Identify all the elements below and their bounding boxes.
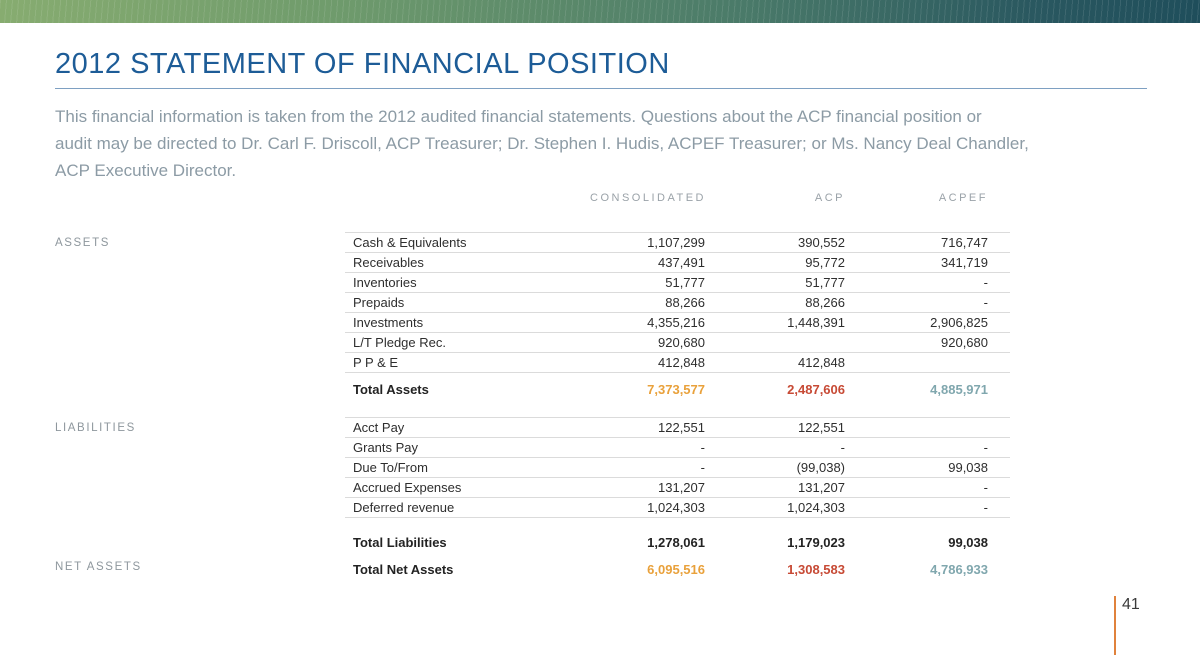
table-row xyxy=(345,497,1010,517)
row-label: Acct Pay xyxy=(353,420,405,435)
cell-acp: 1,308,583 xyxy=(787,562,845,577)
table-row xyxy=(345,292,1010,312)
table-row xyxy=(345,252,1010,272)
column-header-consolidated: CONSOLIDATED xyxy=(590,192,706,204)
intro-line: This financial information is taken from the 2012 audited financial statements. Questions about the ACP financial position or xyxy=(55,107,982,126)
row-label: Investments xyxy=(353,315,424,330)
section-label-liabilities: LIABILITIES xyxy=(55,422,136,434)
row-label: Due To/From xyxy=(353,460,428,475)
cell-acp: 95,772 xyxy=(805,255,845,270)
table-row xyxy=(345,352,1010,372)
assets-table-group xyxy=(345,232,1010,373)
cell-acpef xyxy=(845,353,988,372)
cell-consolidated: 1,278,061 xyxy=(647,535,705,550)
table-row xyxy=(345,332,1010,352)
cell-acp: 1,024,303 xyxy=(787,500,845,515)
cell-acpef: - xyxy=(983,480,988,495)
cell-consolidated: - xyxy=(700,460,705,475)
cell-consolidated: 1,107,299 xyxy=(647,235,705,250)
cell-consolidated: 1,024,303 xyxy=(647,500,705,515)
cell-consolidated: 920,680 xyxy=(658,335,705,350)
intro-paragraph xyxy=(55,103,1029,184)
section-label-assets: ASSETS xyxy=(55,237,110,249)
cell-acp: 390,552 xyxy=(798,235,845,250)
cell-acp: 2,487,606 xyxy=(787,382,845,397)
cell-acp: 122,551 xyxy=(798,420,845,435)
cell-acp: 1,448,391 xyxy=(787,315,845,330)
cell-acp: 1,179,023 xyxy=(787,535,845,550)
cell-consolidated: 7,373,577 xyxy=(647,382,705,397)
intro-line: ACP Executive Director. xyxy=(55,161,237,180)
table-row xyxy=(345,437,1010,457)
table-row xyxy=(345,417,1010,437)
table-row xyxy=(345,477,1010,497)
cell-acp: 131,207 xyxy=(798,480,845,495)
total-net-assets-row xyxy=(345,560,1010,580)
cell-acp: 51,777 xyxy=(805,275,845,290)
cell-consolidated: 51,777 xyxy=(665,275,705,290)
cell-consolidated: 6,095,516 xyxy=(647,562,705,577)
top-banner-graphic xyxy=(0,0,1200,23)
cell-acpef: 920,680 xyxy=(941,335,988,350)
cell-consolidated: - xyxy=(700,440,705,455)
row-label: Accrued Expenses xyxy=(353,480,462,495)
cell-consolidated: 88,266 xyxy=(665,295,705,310)
column-header-acpef: ACPEF xyxy=(938,192,988,204)
cell-acp: 88,266 xyxy=(805,295,845,310)
cell-consolidated: 437,491 xyxy=(658,255,705,270)
cell-acpef xyxy=(845,418,988,437)
cell-acpef: - xyxy=(983,440,988,455)
table-row xyxy=(345,312,1010,332)
row-label: Grants Pay xyxy=(353,440,419,455)
cell-consolidated: 122,551 xyxy=(658,420,705,435)
cell-acp xyxy=(705,333,845,352)
page-title: 2012 STATEMENT OF FINANCIAL POSITION xyxy=(55,48,670,80)
cell-acp: (99,038) xyxy=(796,460,845,475)
row-label: Total Net Assets xyxy=(353,562,454,577)
total-liabilities-row xyxy=(345,533,1010,553)
cell-acpef: 4,786,933 xyxy=(930,562,988,577)
row-label: Cash & Equivalents xyxy=(353,235,467,250)
cell-acpef: 341,719 xyxy=(941,255,988,270)
liabilities-table-group xyxy=(345,417,1010,518)
cell-acpef: 99,038 xyxy=(948,460,988,475)
row-label: Prepaids xyxy=(353,295,405,310)
column-header-acp: ACP xyxy=(814,192,845,204)
cell-acpef: 4,885,971 xyxy=(930,382,988,397)
row-label: Inventories xyxy=(353,275,417,290)
cell-consolidated: 412,848 xyxy=(658,355,705,370)
cell-acpef: 99,038 xyxy=(948,535,988,550)
page-number-rule xyxy=(1114,596,1116,655)
row-label: Total Assets xyxy=(353,382,429,397)
row-label: Deferred revenue xyxy=(353,500,455,515)
cell-acpef: 2,906,825 xyxy=(930,315,988,330)
section-label-net-assets: NET ASSETS xyxy=(55,561,142,573)
total-assets-row xyxy=(345,380,1010,400)
table-row xyxy=(345,457,1010,477)
cell-consolidated: 131,207 xyxy=(658,480,705,495)
row-label: L/T Pledge Rec. xyxy=(353,335,446,350)
table-column-headers xyxy=(345,192,1010,204)
cell-consolidated: 4,355,216 xyxy=(647,315,705,330)
title-divider xyxy=(55,88,1147,89)
cell-acpef: - xyxy=(983,295,988,310)
cell-acpef: - xyxy=(983,500,988,515)
row-label: Receivables xyxy=(353,255,424,270)
cell-acpef: - xyxy=(983,275,988,290)
cell-acp: 412,848 xyxy=(798,355,845,370)
intro-line: audit may be directed to Dr. Carl F. Driscoll, ACP Treasurer; Dr. Stephen I. Hudis, ACPEF Treasurer; or Ms. Nancy Deal Chandler, xyxy=(55,134,1029,153)
row-label: P P & E xyxy=(353,355,399,370)
table-row xyxy=(345,232,1010,252)
cell-acpef: 716,747 xyxy=(941,235,988,250)
table-row xyxy=(345,272,1010,292)
page-number: 41 xyxy=(1122,596,1140,613)
row-label: Total Liabilities xyxy=(353,535,447,550)
cell-acp: - xyxy=(840,440,845,455)
